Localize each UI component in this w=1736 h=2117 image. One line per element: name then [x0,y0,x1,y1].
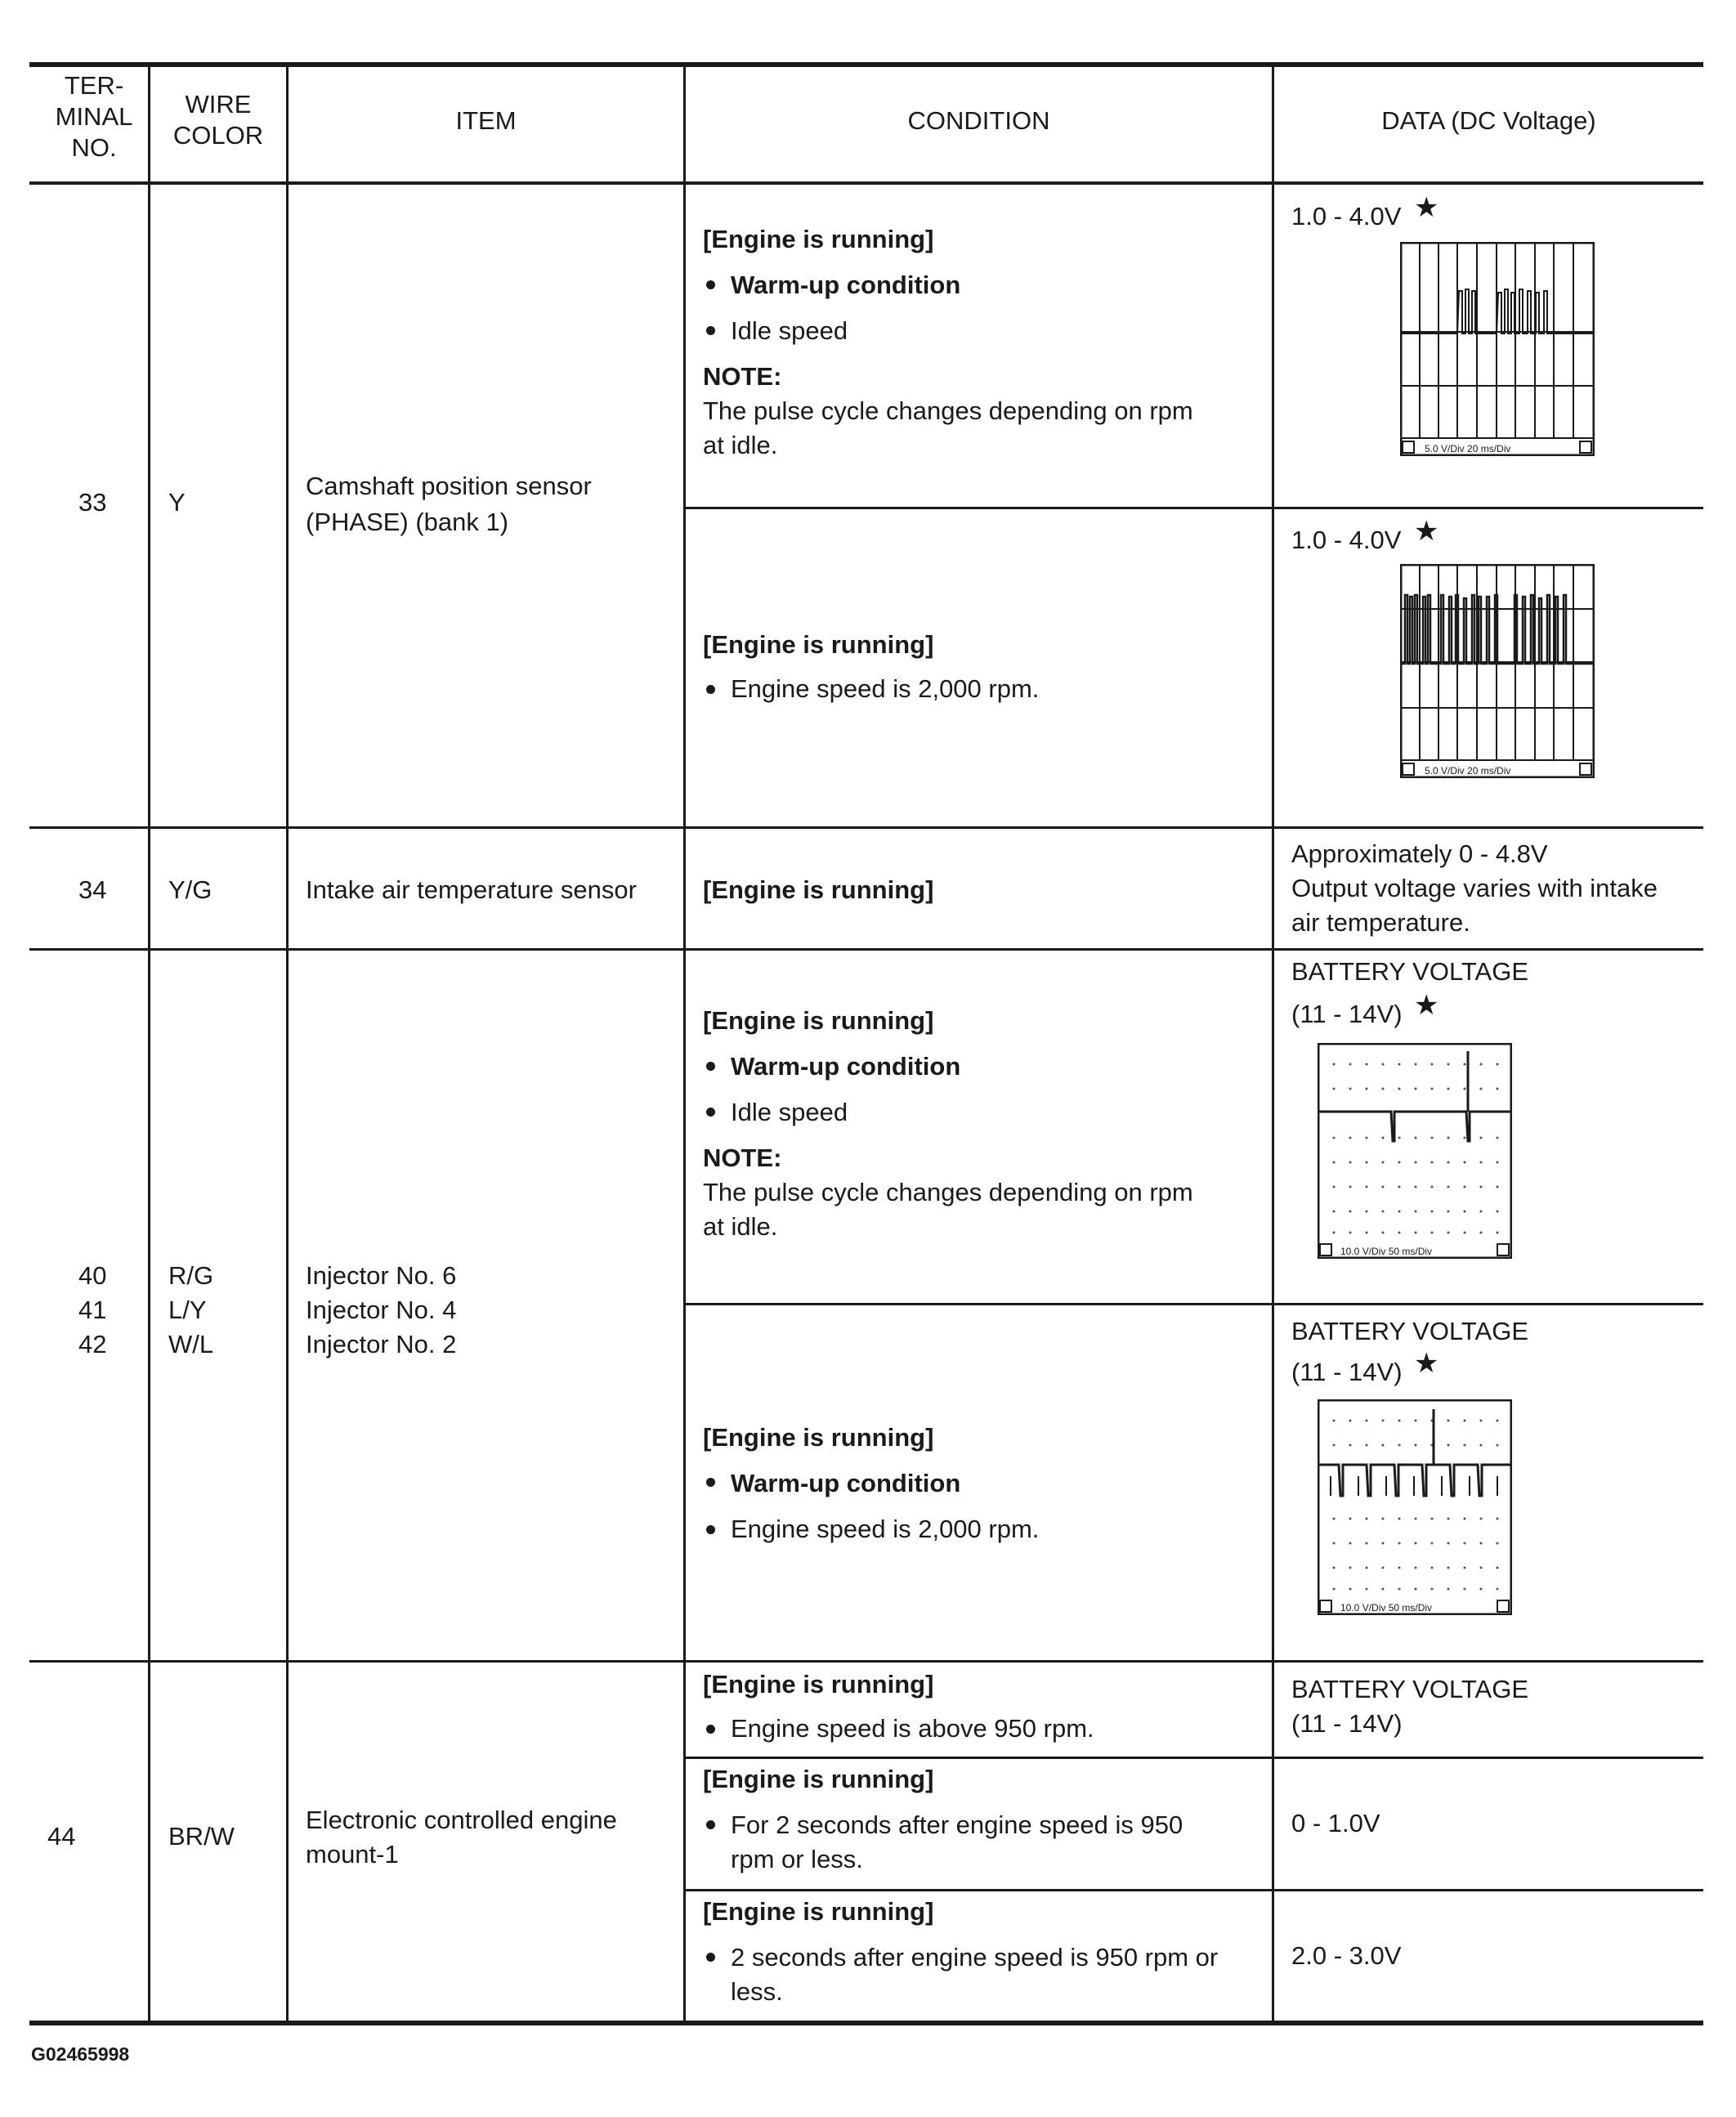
condition-bullet: Idle speed [731,1098,848,1126]
bullet-icon [706,1062,715,1071]
row-divider [685,507,1703,509]
wire-color-ly: L/Y [168,1296,207,1324]
data-value: 1.0 - 4.0V [1291,526,1402,554]
row-divider [685,1889,1703,1891]
bullet-icon [706,1725,715,1734]
bullet-icon [706,685,715,694]
scope-scale-label: 5.0 V/Div 20 ms/Div [1425,443,1511,454]
data-value: BATTERY VOLTAGE [1291,957,1528,986]
figure-code: G02465998 [31,2043,130,2065]
header-bottom-rule [29,181,1703,185]
header-terminal [41,70,147,163]
star-icon: ★ [1414,192,1439,223]
condition-bullet: 2 seconds after engine speed is 950 rpm or [731,1943,1219,1972]
column-divider [1272,64,1274,2023]
star-icon: ★ [1414,1348,1439,1379]
table-bottom-rule [29,2021,1703,2025]
scope-scale-label: 10.0 V/Div 50 ms/Div [1340,1246,1433,1257]
table-top-rule [29,62,1703,67]
header-terminal-line: MINAL [55,102,133,131]
data-value: 1.0 - 4.0V [1291,202,1402,230]
row-divider [685,1757,1703,1759]
note-text: The pulse cycle changes depending on rpm [703,396,1193,425]
data-value: air temperature. [1291,908,1470,937]
note-text: at idle. [703,431,778,459]
row-divider [29,948,1703,951]
data-value: 2.0 - 3.0V [1291,1941,1402,1970]
condition-head: [Engine is running] [703,630,934,659]
item-engine-mount-line1: Electronic controlled engine [306,1806,617,1834]
item-intake-air-temp: Intake air temperature sensor [306,875,637,904]
condition-bullet: Warm-up condition [731,1469,961,1497]
star-icon: ★ [1414,990,1439,1021]
data-value: Output voltage varies with intake [1291,874,1658,902]
oscilloscope-waveform [1400,242,1595,456]
wire-color-wl: W/L [168,1330,214,1358]
item-injector-4: Injector No. 4 [306,1296,457,1324]
item-camshaft-line2: (PHASE) (bank 1) [306,508,509,536]
condition-head: [Engine is running] [703,1006,934,1035]
condition-bullet: Idle speed [731,316,848,345]
oscilloscope-waveform [1318,1399,1512,1615]
wire-color-rg: R/G [168,1261,214,1290]
header-item: ITEM [455,106,517,135]
oscilloscope-waveform [1318,1043,1512,1259]
data-value: Approximately 0 - 4.8V [1291,839,1548,868]
condition-head: [Engine is running] [703,1423,934,1452]
row-divider [685,1303,1703,1305]
condition-bullet: Engine speed is 2,000 rpm. [731,674,1040,703]
bullet-icon [706,326,715,335]
terminal-40: 40 [78,1261,107,1290]
condition-head: [Engine is running] [703,1897,934,1926]
data-value: (11 - 14V) [1291,1709,1403,1738]
note-text: at idle. [703,1212,778,1241]
scope-scale-label: 10.0 V/Div 50 ms/Div [1340,1602,1433,1613]
bullet-icon [706,1108,715,1117]
bullet-icon [706,1525,715,1534]
data-value: (11 - 14V) [1291,1358,1403,1386]
item-engine-mount-line2: mount-1 [306,1840,399,1869]
bullet-icon [706,280,715,289]
bullet-icon [706,1478,715,1487]
terminal-41: 41 [78,1296,107,1324]
condition-bullet: Warm-up condition [731,271,961,299]
scope-scale-label: 5.0 V/Div 20 ms/Div [1425,765,1511,777]
condition-bullet: For 2 seconds after engine speed is 950 [731,1810,1183,1839]
data-value: BATTERY VOLTAGE [1291,1317,1528,1345]
header-terminal-line: TER- [64,71,124,100]
condition-bullet: Warm-up condition [731,1052,961,1081]
row-divider [29,1660,1703,1663]
data-value: BATTERY VOLTAGE [1291,1675,1528,1703]
note-label: NOTE: [703,1144,782,1172]
column-divider [286,64,289,2023]
header-wire-line: COLOR [172,121,264,150]
header-wire-line: WIRE [185,90,252,119]
header-terminal-line: NO. [71,133,117,162]
column-divider [148,64,150,2023]
condition-bullet: Engine speed is 2,000 rpm. [731,1515,1040,1543]
condition-head: [Engine is running] [703,1765,934,1793]
star-icon: ★ [1414,516,1439,547]
data-value: 0 - 1.0V [1291,1809,1380,1837]
row-divider [29,826,1703,829]
header-condition: CONDITION [907,106,1050,135]
condition-bullet: rpm or less. [731,1845,863,1873]
note-label: NOTE: [703,362,782,391]
header-wire-color [150,89,286,151]
item-camshaft-line1: Camshaft position sensor [306,472,592,500]
bullet-icon [706,1953,715,1962]
note-text: The pulse cycle changes depending on rpm [703,1178,1193,1206]
condition-bullet: Engine speed is above 950 rpm. [731,1714,1094,1743]
item-injector-6: Injector No. 6 [306,1261,457,1290]
wire-color-y: Y [168,488,186,517]
wire-color-yg: Y/G [168,875,213,904]
data-value: (11 - 14V) [1291,1000,1403,1028]
oscilloscope-waveform [1400,564,1595,778]
condition-head: [Engine is running] [703,225,934,253]
column-divider [683,64,686,2023]
condition-head: [Engine is running] [703,1670,934,1699]
terminal-34: 34 [78,875,107,904]
terminal-44: 44 [47,1822,76,1851]
header-data: DATA (DC Voltage) [1381,106,1596,135]
condition-head: [Engine is running] [703,875,934,904]
terminal-33: 33 [78,488,107,517]
condition-bullet: less. [731,1977,783,2006]
terminal-42: 42 [78,1330,107,1358]
bullet-icon [706,1820,715,1829]
wire-color-brw: BR/W [168,1822,235,1851]
item-injector-2: Injector No. 2 [306,1330,457,1358]
